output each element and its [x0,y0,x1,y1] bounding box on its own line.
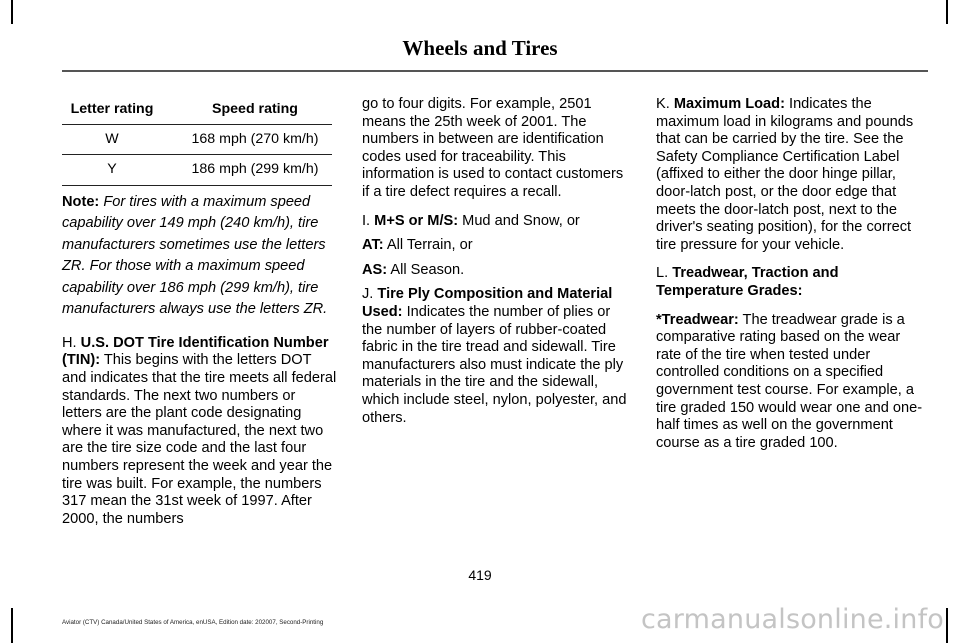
as-text: All Season. [390,261,465,278]
watermark: carmanualsonline.info [641,604,944,635]
treadwear-label: *Treadwear: [656,311,739,328]
table-cell: 186 mph (299 km/h) [162,155,332,186]
section-h-prefix: H. [62,334,77,351]
section-j-text: Indicates the number of plies or the number of layers of rubber-coated fabric in the tire tread and sidewall. Tire manufacturers also must indicate the ply materials in the tire and the sidewall, which include steel, nylon, polyester, and others. [362,303,627,426]
edition-footer: Aviator (CTV) Canada/United States of America, enUSA, Edition date: 202007, Second-Printing [62,619,324,626]
section-k-paragraph [656,96,928,254]
section-j-heading: Tire Ply Composition and Material Used: [362,286,613,320]
table-cell: W [62,124,162,155]
column-header: Speed rating [162,96,332,124]
treadwear-paragraph [656,312,928,453]
crop-mark [946,0,948,24]
page-number: 419 [468,567,492,583]
column-1 [62,96,338,539]
header-rule [62,70,928,72]
all-terrain-line [362,237,632,255]
section-h-text: This begins with the letters DOT and indicates that the tire meets all federal standards. The next two numbers or letters are the plant code designating where it was manufactured, the next two are the tire size code and the last four numbers represent the week and year the tire was built. For example, the numbers 317 mean the 31st week of 1997. After 2000, the numbers [62,352,337,527]
section-l-heading-paragraph [656,265,928,300]
table-header-row [62,96,332,124]
section-h-heading: U.S. DOT Tire Identification Number (TIN): [62,334,329,369]
treadwear-text: The treadwear grade is a comparative rating based on the wear rate of the tire when tested under controlled conditions on a specified government test course. For example, a tire graded 150 would wear one and one-half times as well on the government course as a tire graded 100. [656,311,923,451]
table-row [62,155,332,186]
section-k-heading: Maximum Load: [673,96,785,112]
section-i-heading: M+S or M/S: [374,212,459,229]
section-h-paragraph [62,335,338,529]
note-label: Note: [62,193,100,210]
section-i-text: Mud and Snow, or [462,212,580,229]
all-season-line [362,262,632,280]
section-i-paragraph [362,213,632,231]
at-text: All Terrain, or [386,237,473,254]
section-j-prefix: J. [362,286,374,303]
table-cell: 168 mph (270 km/h) [162,124,332,155]
column-header: Letter rating [62,96,162,124]
section-l-prefix: L. [656,265,669,282]
crop-mark [11,608,13,643]
section-i-prefix: I. [362,212,371,229]
as-label: AS: [362,261,388,278]
crop-mark [11,0,13,24]
column-2 [362,96,632,438]
note-paragraph [62,192,338,321]
column-3 [656,96,928,463]
section-k-prefix: K. [656,96,670,112]
section-l-heading: Treadwear, Traction and Temperature Grades: [656,265,839,299]
speed-rating-table [62,96,332,186]
table-row [62,124,332,155]
section-h-continuation: go to four digits. For example, 2501 means the 25th week of 2001. The numbers in between are identification codes used for traceability. This information is used to contact customers if a tire defect requires a recall. [362,96,624,200]
section-j-paragraph [362,286,632,427]
note-text: For tires with a maximum speed capability over 149 mph (240 km/h), tire manufacturers sometimes use the letters ZR. For those with a maximum speed capability over 186 mph (299 km/h), tire manufacturers always use the letters ZR. [62,193,328,318]
page-title: Wheels and Tires [402,36,558,60]
crop-mark [946,608,948,643]
section-k-text: Indicates the maximum load in kilograms and pounds that can be carried by the tire. See the Safety Compliance Certification Label (affixed to either the door hinge pillar, door-latch post, or the door edge that meets the door-latch post, next to the driver's seating position), for the correct tire pressure for your vehicle. [656,96,914,253]
at-label: AT: [362,237,384,254]
table-cell: Y [62,155,162,186]
